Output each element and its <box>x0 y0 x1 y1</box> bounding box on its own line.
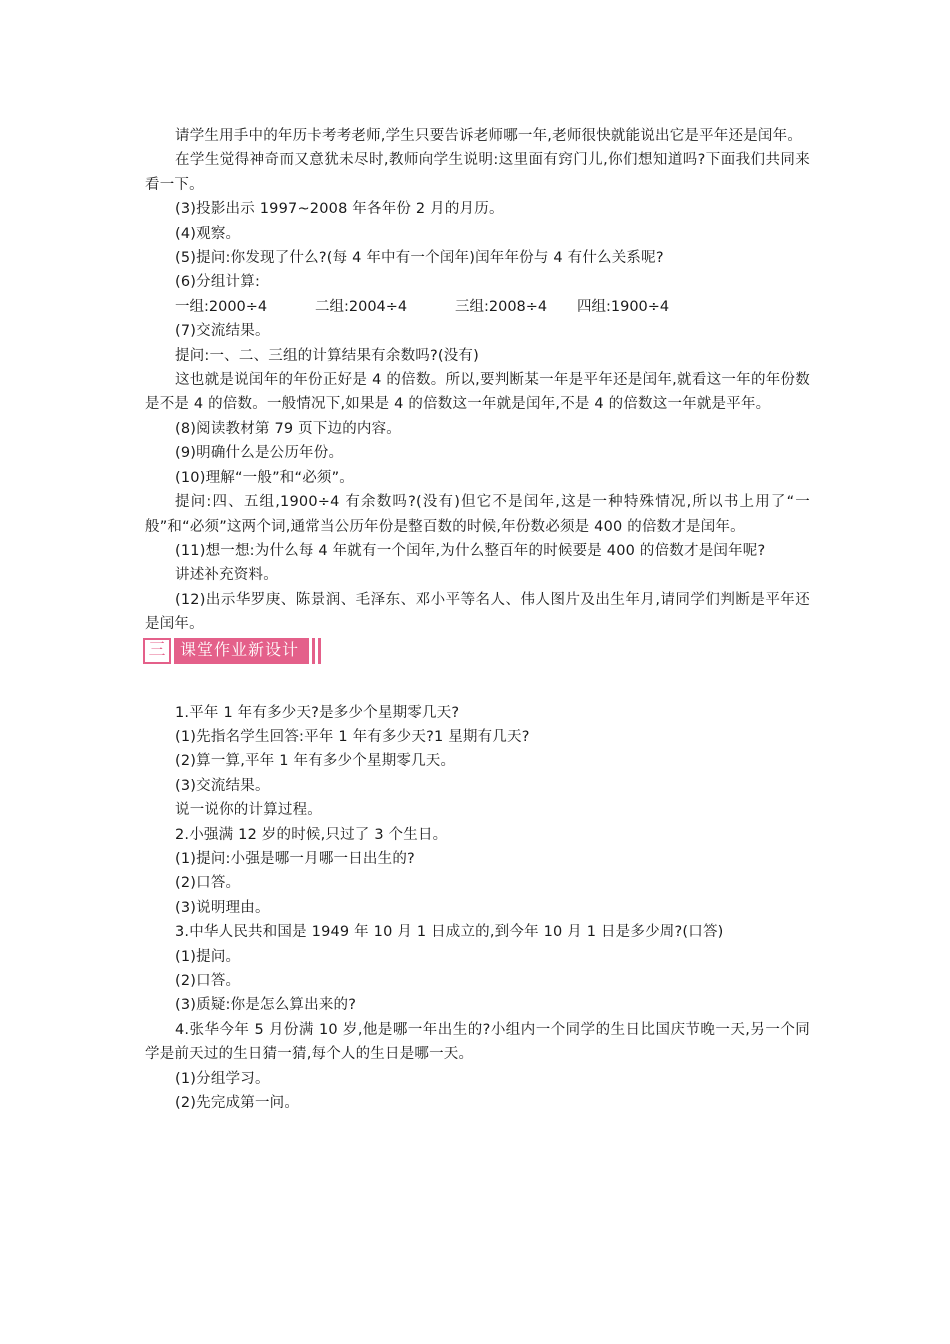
banner-stripe <box>318 638 321 664</box>
paragraph: (10)理解“一般”和“必须”。 <box>175 469 355 486</box>
group-2-calc: 二组:2004÷4 <box>315 298 408 315</box>
group-calc-row <box>145 295 810 319</box>
paragraph: 1.平年 1 年有多少天?是多少个星期零几天? <box>175 704 460 721</box>
paragraph: 讲述补充资料。 <box>175 567 278 584</box>
paragraph: (2)口答。 <box>175 973 241 989</box>
paragraph: 提问:四、五组,1900÷4 有余数吗?(没有)但它不是闰年,这是一种特殊情况,所以书上用了“一般”和“必须”这两个词,通常当公历年份是整百数的时候,年份数必须是 400 的倍数才是闰年。 <box>145 494 810 535</box>
banner-stripe <box>312 638 315 664</box>
paragraph: (6)分组计算: <box>175 274 261 291</box>
group-1-calc: 一组:2000÷4 <box>175 298 268 315</box>
paragraph: 说一说你的计算过程。 <box>175 802 322 819</box>
paragraph: (2)口答。 <box>175 875 241 892</box>
paragraph: (11)想一想:为什么每 4 年就有一个闰年,为什么整百年的时候要是 400 的倍数才是闰年呢? <box>175 542 766 559</box>
group-3-calc: 三组:2008÷4 <box>455 298 548 315</box>
paragraph: 3.中华人民共和国是 1949 年 10 月 1 日成立的,到今年 10 月 1 日是多少周?(口答) <box>175 924 724 941</box>
paragraph: 4.张华今年 5 月份满 10 岁,他是哪一年出生的?小组内一个同学的生日比国庆节晚一天,另一个同学是前天过的生日猜一猜,每个人的生日是哪一天。 <box>145 1021 810 1063</box>
paragraph: (7)交流结果。 <box>175 323 270 340</box>
paragraph: (1)分组学习。 <box>175 1070 270 1087</box>
paragraph: (5)提问:你发现了什么?(每 4 年中有一个闰年)闰年年份与 4 有什么关系呢? <box>175 250 664 267</box>
paragraph: (3)质疑:你是怎么算出来的? <box>175 997 357 1014</box>
paragraph: (3)投影出示 1997~2008 年各年份 2 月的月历。 <box>175 201 504 218</box>
section-title: 课堂作业新设计 <box>174 638 309 664</box>
paragraph: (2)算一算,平年 1 年有多少个星期零几天。 <box>175 753 456 770</box>
paragraph: 提问:一、二、三组的计算结果有余数吗?(没有) <box>175 347 479 364</box>
paragraph: 请学生用手中的年历卡考考老师,学生只要告诉老师哪一年,老师很快就能说出它是平年还是闰年。 <box>175 128 803 144</box>
paragraph: (1)先指名学生回答:平年 1 年有多少天?1 星期有几天? <box>175 728 530 745</box>
paragraph: (8)阅读教材第 79 页下边的内容。 <box>175 420 402 437</box>
paragraph: (4)观察。 <box>175 225 241 242</box>
text-block-middle <box>145 319 810 636</box>
paragraph: (9)明确什么是公历年份。 <box>175 445 344 462</box>
section-number-badge: 三 <box>143 638 171 664</box>
document-body <box>145 124 810 1115</box>
text-block-top <box>145 124 810 295</box>
paragraph: (1)提问。 <box>175 948 241 965</box>
section-banner <box>143 637 810 665</box>
group-4-calc: 四组:1900÷4 <box>577 298 670 315</box>
paragraph: (1)提问:小强是哪一月哪一日出生的? <box>175 850 415 867</box>
paragraph: 在学生觉得神奇而又意犹未尽时,教师向学生说明:这里面有窍门儿,你们想知道吗?下面我们共同来看一下。 <box>145 152 810 193</box>
paragraph: (12)出示华罗庚、陈景润、毛泽东、邓小平等名人、伟人图片及出生年月,请同学们判断是平年还是闰年。 <box>145 591 810 633</box>
paragraph: 2.小强满 12 岁的时候,只过了 3 个生日。 <box>175 826 448 843</box>
paragraph: (3)交流结果。 <box>175 777 270 794</box>
paragraph: 这也就是说闰年的年份正好是 4 的倍数。所以,要判断某一年是平年还是闰年,就看这一年的年份数是不是 4 的倍数。一般情况下,如果是 4 的倍数这一年就是闰年,不是 4 的倍数这一年就是平年。 <box>145 372 810 413</box>
paragraph: (2)先完成第一问。 <box>175 1095 300 1112</box>
text-block-bottom <box>145 701 810 1116</box>
paragraph: (3)说明理由。 <box>175 899 270 916</box>
